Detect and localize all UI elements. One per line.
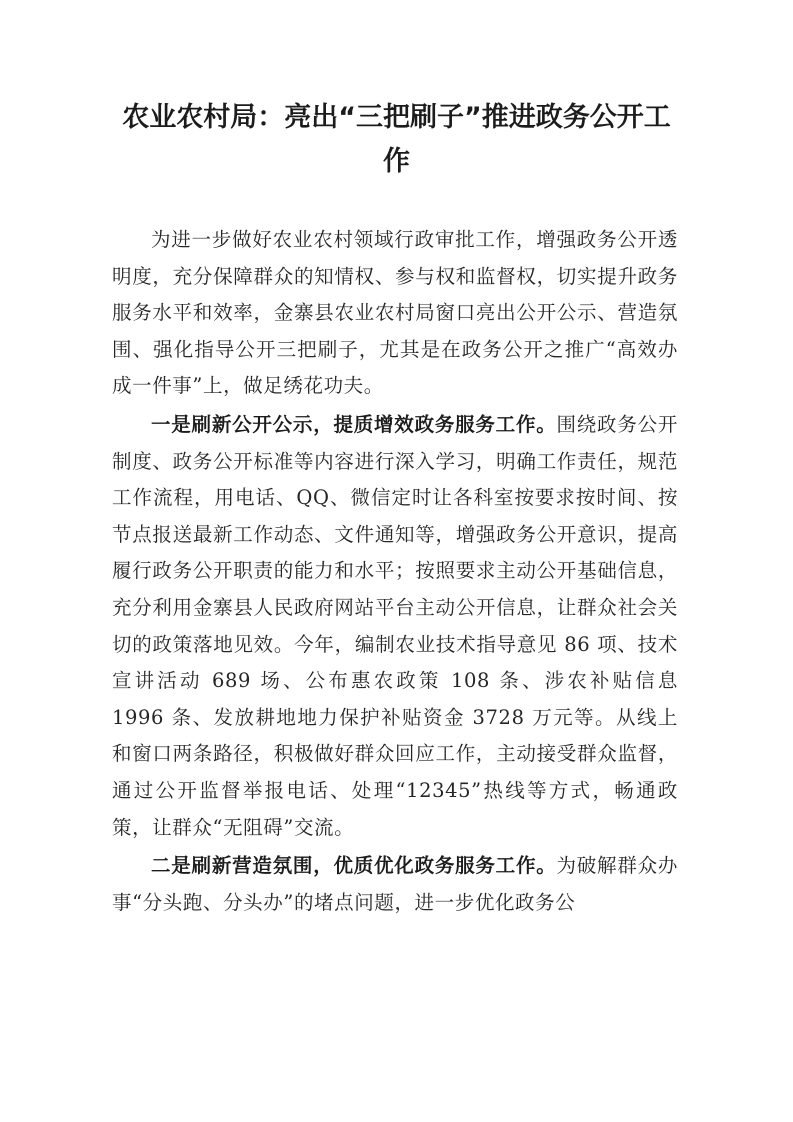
paragraph-section-two — [112, 848, 678, 921]
document-title: 农业农村局：亮出“三把刷子”推进政务公开工作 — [122, 102, 671, 177]
paragraph-intro — [112, 222, 678, 405]
paragraph-text: 为进一步做好农业农村领域行政审批工作，增强政务公开透明度，充分保障群众的知情权、参与权和监督权，切实提升政务服务水平和效率，金寨县农业农村局窗口亮出公开公示、营造氛围、强化指导公开三把刷子，尤其是在政务公开之推广“高效办成一件事”上，做足绣花功夫。 — [112, 228, 678, 398]
paragraph-lead: 二是刷新营造氛围，优质优化政务服务工作。 — [151, 854, 557, 878]
paragraph-text: 为破解群众办事“分头跑、分头办”的堵点问题，进一步优化政务公 — [112, 854, 678, 914]
paragraph-lead: 一是刷新公开公示，提质增效政务服务工作。 — [151, 412, 557, 436]
paragraph-section-one — [112, 407, 678, 846]
paragraph-text: 围绕政务公开制度、政务公开标准等内容进行深入学习，明确工作责任，规范工作流程，用电话、QQ、微信定时让各科室按要求按时间、按节点报送最新工作动态、文件通知等，增强政务公开意识，提高履行政务公开职责的能力和水平；按照要求主动公开基础信息，充分利用金寨县人民政府网站平台主动公开信息，让群众社会关切的政策落地见效。今年，编制农业技术指导意见 86 项、技术宣讲活动 689 场、公布惠农政策 108 条、涉农补贴信息 1996 条、发放耕地地力保护补贴资金 3728 万元等。从线上和窗口两条路径，积极做好群众回应工作，主动接受群众监督，通过公开监督举报电话、处理“12345”热线等方式，畅通政策，让群众“无阻碍”交流。 — [112, 412, 678, 839]
document-body — [112, 222, 678, 921]
